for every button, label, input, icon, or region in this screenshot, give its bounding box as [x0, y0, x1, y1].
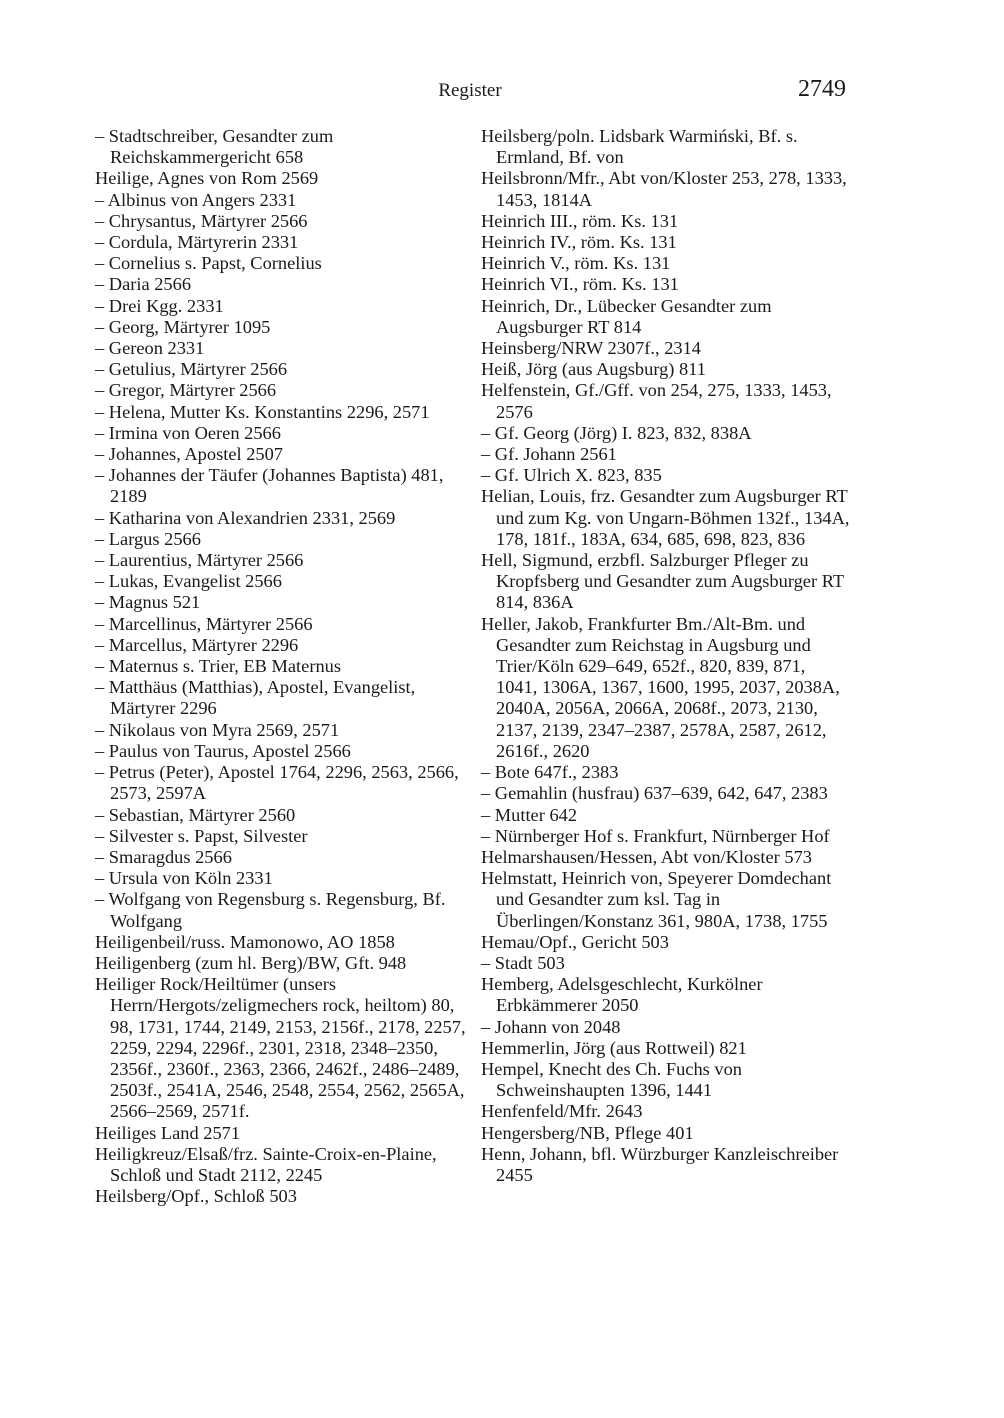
index-entry: – Bote 647f., 2383: [481, 762, 619, 783]
index-entry: Heinrich VI., röm. Ks. 131: [481, 274, 679, 295]
index-entry: – Matthäus (Matthias), Apostel, Evangelist, Märtyrer 2296: [95, 677, 416, 719]
index-entry: Heinsberg/NRW 2307f., 2314: [481, 338, 701, 359]
index-entry: – Johannes, Apostel 2507: [95, 444, 283, 465]
index-entry: Heinrich IV., röm. Ks. 131: [481, 232, 677, 253]
index-entry: – Stadt 503: [481, 952, 565, 973]
index-entry: – Johann von 2048: [481, 1016, 621, 1037]
index-entry: – Smaragdus 2566: [95, 846, 232, 867]
index-entry: – Johannes der Täufer (Johannes Baptista) 481, 2189: [95, 465, 444, 507]
index-entry: – Silvester s. Papst, Silvester: [95, 825, 308, 846]
index-entry: – Irmina von Oeren 2566: [95, 422, 281, 443]
index-entry: – Magnus 521: [95, 592, 201, 613]
index-entry: Heilsbronn/Mfr., Abt von/Kloster 253, 278, 1333, 1453, 1814A: [481, 168, 847, 210]
index-entry: – Albinus von Angers 2331: [95, 189, 297, 210]
index-entry: – Georg, Märtyrer 1095: [95, 316, 271, 337]
index-entry: – Chrysantus, Märtyrer 2566: [95, 210, 308, 231]
index-entry: – Paulus von Taurus, Apostel 2566: [95, 740, 351, 761]
index-entry: – Getulius, Märtyrer 2566: [95, 359, 288, 380]
index-entry: Heiligenberg (zum hl. Berg)/BW, Gft. 948: [95, 952, 407, 973]
index-entry: Hemberg, Adelsgeschlecht, Kurkölner Erbkämmerer 2050: [481, 974, 763, 1016]
index-entry: Hemmerlin, Jörg (aus Rottweil) 821: [481, 1037, 747, 1058]
index-entry: – Helena, Mutter Ks. Konstantins 2296, 2571: [95, 401, 430, 422]
index-entry: – Laurentius, Märtyrer 2566: [95, 550, 304, 571]
index-entry: – Ursula von Köln 2331: [95, 868, 273, 889]
index-entry: – Gf. Georg (Jörg) I. 823, 832, 838A: [481, 422, 752, 443]
index-entry: Helian, Louis, frz. Gesandter zum Augsburger RT und zum Kg. von Ungarn-Böhmen 132f., 134A, 178, 181f., 183A, 634, 685, 698, 823, 836: [481, 486, 850, 549]
index-entry: Henfenfeld/Mfr. 2643: [481, 1101, 643, 1122]
index-entry: Heiliges Land 2571: [95, 1122, 241, 1143]
index-entry: – Gereon 2331: [95, 338, 205, 359]
index-entry: – Largus 2566: [95, 528, 201, 549]
index-entry: Heiß, Jörg (aus Augsburg) 811: [481, 359, 706, 380]
index-entry: – Mutter 642: [481, 804, 578, 825]
index-entry: – Cordula, Märtyrerin 2331: [95, 232, 299, 253]
index-entry: – Katharina von Alexandrien 2331, 2569: [95, 507, 396, 528]
index-entry: Heilsberg/poln. Lidsbark Warmiński, Bf. s. Ermland, Bf. von: [481, 126, 798, 168]
index-column-right: [481, 126, 851, 1186]
index-entry: – Maternus s. Trier, EB Maternus: [95, 656, 341, 677]
index-entry: – Nürnberger Hof s. Frankfurt, Nürnberger Hof: [481, 825, 830, 846]
index-entry: Heiligkreuz/Elsaß/frz. Sainte-Croix-en-Plaine, Schloß und Stadt 2112, 2245: [95, 1143, 437, 1185]
index-entry: Heiliger Rock/Heiltümer (unsers Herrn/Hergots/zeligmechers rock, heiltom) 80, 98, 1731, 1744, 2149, 2153, 2156f., 2178, 2257, 2259, 2294, 2296f., 2301, 2318, 2348–2350, 2356f., 2360f., 2363, 2366, 2462f., 2486–2489, 2503f., 2541A, 2546, 2548, 2554, 2562, 2565A, 2566–2569, 2571f.: [95, 974, 466, 1122]
index-entry: Hempel, Knecht des Ch. Fuchs von Schweinshaupten 1396, 1441: [481, 1058, 743, 1101]
index-entry: – Marcellus, Märtyrer 2296: [95, 634, 299, 655]
index-entry: – Petrus (Peter), Apostel 1764, 2296, 2563, 2566, 2573, 2597A: [95, 762, 459, 804]
index-entry: Heinrich, Dr., Lübecker Gesandter zum Augsburger RT 814: [481, 295, 772, 337]
index-entry: – Gregor, Märtyrer 2566: [95, 380, 277, 401]
index-entry: Henn, Johann, bfl. Würzburger Kanzleischreiber 2455: [481, 1143, 839, 1185]
index-entry: – Gemahlin (husfrau) 637–639, 642, 647, 2383: [481, 783, 828, 804]
index-entry: – Stadtschreiber, Gesandter zum Reichskammergericht 658: [95, 126, 334, 168]
index-entry: – Marcellinus, Märtyrer 2566: [95, 613, 313, 634]
index-entry: – Drei Kgg. 2331: [95, 295, 224, 316]
index-entry: – Cornelius s. Papst, Cornelius: [95, 253, 322, 274]
index-entry: – Daria 2566: [95, 274, 192, 295]
page-number: 2749: [798, 76, 846, 102]
index-entry: Heilige, Agnes von Rom 2569: [95, 168, 319, 189]
index-entry: – Gf. Johann 2561: [481, 444, 617, 465]
running-header-title: Register: [438, 80, 502, 101]
index-entry: Heinrich III., röm. Ks. 131: [481, 210, 679, 231]
index-entry: – Nikolaus von Myra 2569, 2571: [95, 719, 340, 740]
index-entry: Helmstatt, Heinrich von, Speyerer Domdechant und Gesandter zum ksl. Tag in Überlingen/Konstanz 361, 980A, 1738, 1755: [481, 868, 832, 931]
index-entry: – Gf. Ulrich X. 823, 835: [481, 465, 662, 486]
index-entry: – Lukas, Evangelist 2566: [95, 571, 282, 592]
index-entry: Hemau/Opf., Gericht 503: [481, 931, 669, 952]
index-entry: – Wolfgang von Regensburg s. Regensburg, Bf. Wolfgang: [95, 889, 446, 931]
index-entry: Helmarshausen/Hessen, Abt von/Kloster 573: [481, 846, 812, 867]
index-entry: Heilsberg/Opf., Schloß 503: [95, 1186, 297, 1207]
index-entry: Heiligenbeil/russ. Mamonowo, AO 1858: [95, 931, 395, 952]
index-entry: Helfenstein, Gf./Gff. von 254, 275, 1333, 1453, 2576: [481, 380, 832, 422]
index-entry: – Sebastian, Märtyrer 2560: [95, 804, 296, 825]
index-entry: Hell, Sigmund, erzbfl. Salzburger Pfleger zu Kropfsberg und Gesandter zum Augsburger RT 814, 836A: [481, 550, 844, 613]
index-column-left: [95, 126, 470, 1207]
index-entry: Hengersberg/NB, Pflege 401: [481, 1122, 694, 1143]
index-entry: Heinrich V., röm. Ks. 131: [481, 253, 671, 274]
index-entry: Heller, Jakob, Frankfurter Bm./Alt-Bm. und Gesandter zum Reichstag in Augsburg und Trier/Köln 629–649, 652f., 820, 839, 871, 1041, 1306A, 1367, 1600, 1995, 2037, 2038A, 2040A, 2056A, 2066A, 2068f., 2073, 2130, 2137, 2139, 2347–2387, 2578A, 2587, 2612, 2616f., 2620: [481, 613, 840, 761]
